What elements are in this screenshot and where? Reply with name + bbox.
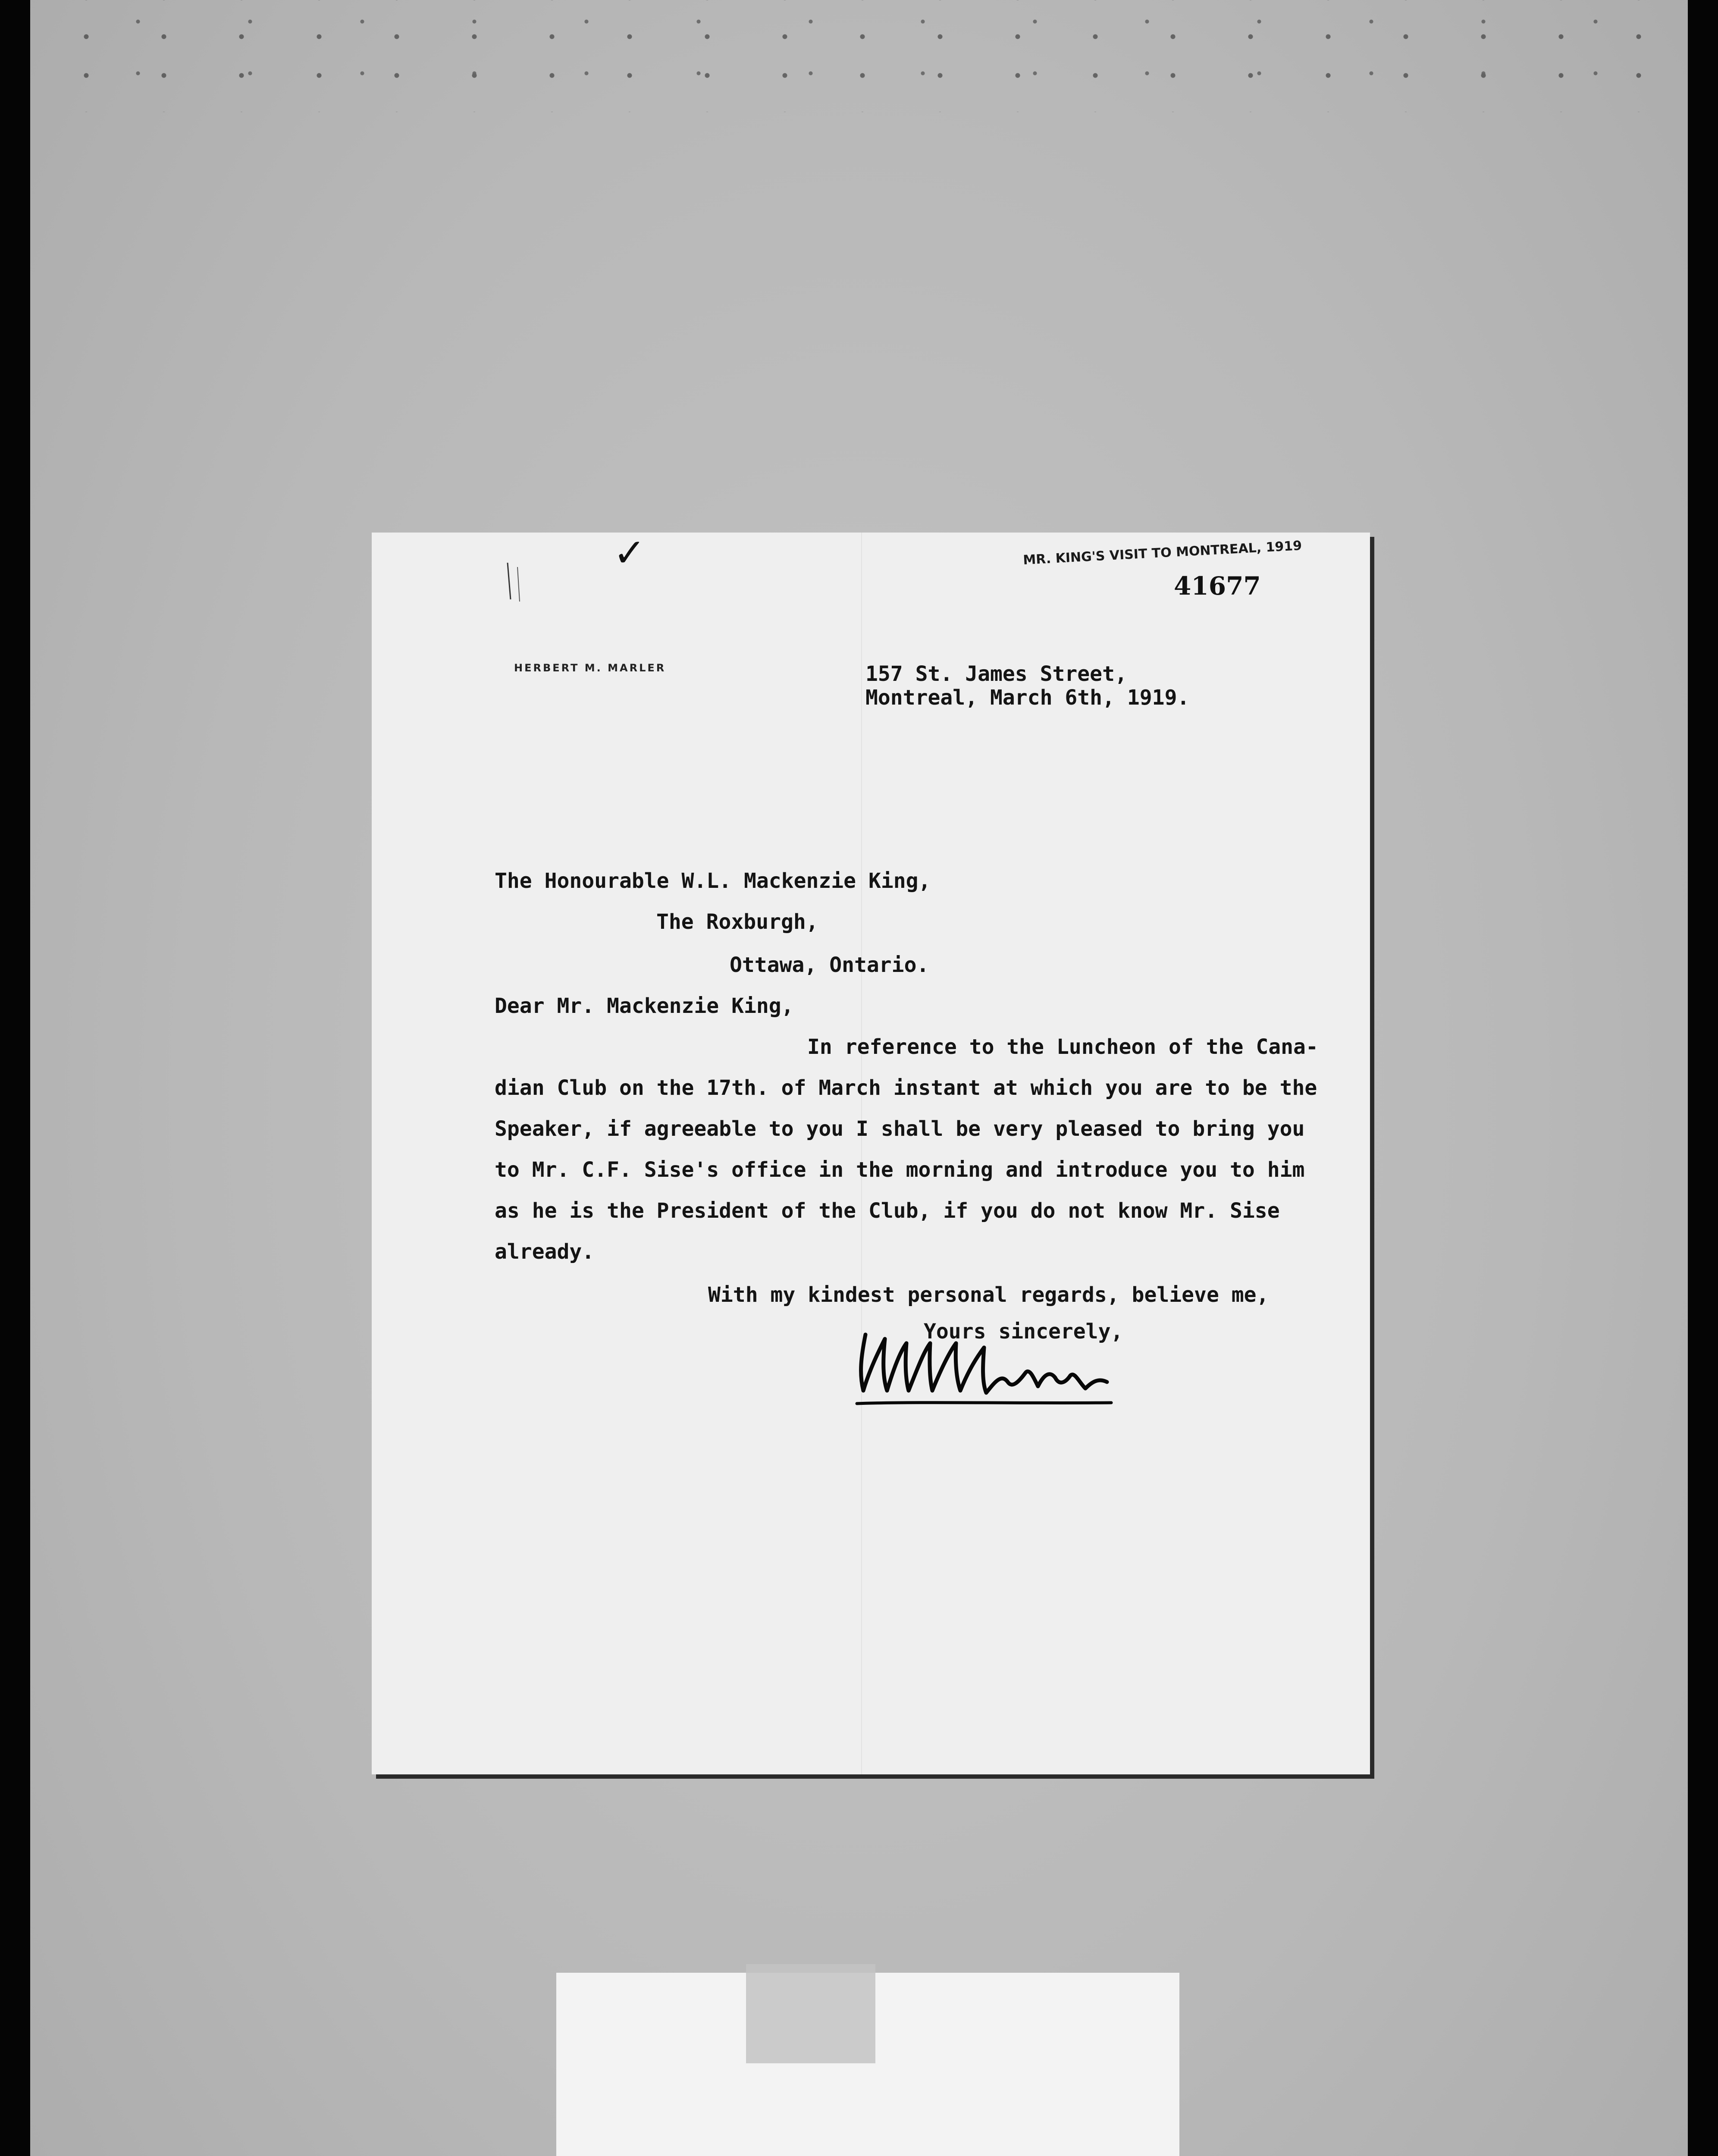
handwritten-note: MR. KING'S VISIT TO MONTREAL, 1919	[1022, 538, 1302, 568]
body-line: Speaker, if agreeable to you I shall be very pleased to bring you	[495, 1117, 1305, 1141]
body-line: dian Club on the 17th. of March instant at which you are to be the	[495, 1076, 1317, 1100]
letterhead-name: HERBERT M. MARLER	[514, 662, 666, 674]
closing-signoff: Yours sincerely,	[924, 1319, 1123, 1344]
address-date-line: Montreal, March 6th, 1919.	[865, 686, 1190, 710]
body-line: In reference to the Luncheon of the Cana-	[807, 1035, 1318, 1059]
check-mark: ✓	[613, 530, 646, 576]
recipient-residence: The Roxburgh,	[656, 910, 818, 934]
document-number: 41677	[1174, 571, 1261, 601]
closing-regards: With my kindest personal regards, believe me,	[708, 1283, 1269, 1307]
recipient-name: The Honourable W.L. Mackenzie King,	[495, 869, 931, 893]
body-line: to Mr. C.F. Sise's office in the morning and introduce you to him	[495, 1158, 1305, 1182]
archive-card	[556, 1973, 1179, 2156]
salutation: Dear Mr. Mackenzie King,	[495, 994, 794, 1018]
paper-fold	[861, 533, 862, 1774]
scan-speckle	[30, 0, 1688, 112]
letter-page	[372, 530, 1370, 1774]
handwritten-signature	[853, 1317, 1120, 1421]
recipient-city: Ottawa, Ontario.	[730, 953, 929, 977]
body-line: already.	[495, 1240, 595, 1264]
margin-marks	[505, 563, 523, 602]
tape-strip	[746, 1964, 875, 2063]
body-line: as he is the President of the Club, if you do not know Mr. Sise	[495, 1199, 1280, 1223]
address-line-1: 157 St. James Street,	[865, 662, 1127, 686]
